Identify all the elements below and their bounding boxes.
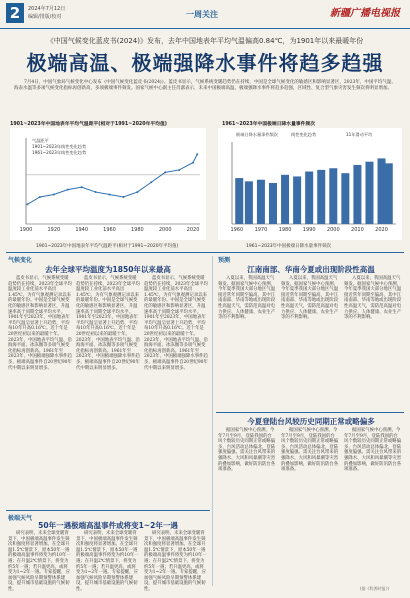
x-tick-label: 1980 xyxy=(130,227,144,233)
issue-date: 2024年7月12日 xyxy=(28,6,66,12)
divider xyxy=(6,252,404,253)
article2-col3: 入夏以来，我国高温天气频发。据国家气候中心预测，今年夏季我国大部分地区气温接近常年同期至偏高，其中江南南部、华南等地或出现阶段性高温天气，需防范高温对电力供应、人体健康、农业生产等的不利影响。 xyxy=(344,276,402,321)
article2-col2: 入夏以来，我国高温天气频发。据国家气候中心预测，今年夏季我国大部分地区气温接近常年同期至偏高，其中江南南部、华南等地或出现阶段性高温天气，需防范高温对电力供应、人体健康、农业生产等的不利影响。 xyxy=(281,276,339,321)
temperature-point xyxy=(81,186,83,188)
divider xyxy=(216,412,404,413)
article3-tag: 极端天气 xyxy=(8,515,33,522)
article2-col1: 入夏以来，我国高温天气频发。据国家气候中心预测，今年夏季我国大部分地区气温接近常年同期至偏高，其中江南南部、华南等地或出现阶段性高温天气，需防范高温对电力供应、人体健康、农业生产等的不利影响。 xyxy=(218,276,276,321)
temperature-point xyxy=(122,196,124,198)
article1-tag: 气候变化 xyxy=(8,257,33,264)
x-tick-label: 2020 xyxy=(375,227,388,233)
rainfall-chart-svg xyxy=(218,128,402,240)
article1-col3: 蓝皮书显示，气候系统变暖趋势仍在持续，2023年全球平均温度较工业化前水平高出1.45℃，为有气象观测记录以来的最暖年份。中国是全球气候变化的敏感区和影响显著区，升温速率高于同期全球平均水平。1901年至2023年，中国地表年平均气温呈显著上升趋势，平均每10年升高0.16℃。近十年是20世纪初以来的最暖十年。2023年，中国地表平均气温、沿海海平面、冰冻圈等多项气候变化指标再创新高。1961年至2023年，中国极端强降水事件趋多，极端高温事件自20世纪90年代中期以来明显增多。 xyxy=(144,276,208,371)
legend-entry: 气温距平 xyxy=(32,138,49,143)
section-name: 一周关注 xyxy=(186,10,218,19)
x-tick-label: 1980 xyxy=(278,227,292,233)
x-tick-label: 2010 xyxy=(351,227,364,233)
page-number: 2 xyxy=(6,3,24,23)
article4-title: 今夏登陆台风较历史同期正常或略偏多 xyxy=(247,417,375,426)
temperature-chart-svg xyxy=(10,128,206,240)
temperature-point xyxy=(26,203,28,205)
x-tick-label: 2000 xyxy=(158,227,172,233)
x-tick-label: 2020 xyxy=(186,227,200,233)
article2-title: 江南南部、华南今夏或出现阶段性高温 xyxy=(247,265,375,274)
left-chart-caption: 1901~2023年中国地表年平均气温距平(相对于1991~2020年平均值) xyxy=(36,244,179,249)
x-tick-label: 1940 xyxy=(75,227,89,233)
article3-col3: 研究表明，未来全球变暖背景下，中国极端高温事件发生频次和强度将显著增加。在全球升温1.5℃情景下，原本50年一遇的极端高温事件将变为约10年一遇；在升温2℃情景下，将变为约5年一遇；若升温更高，或将变为1~2年一遇。专家提醒，应加强气候风险早期预警体系建设，提升城市基础设施的气候韧性。 xyxy=(144,531,207,592)
divider xyxy=(6,510,210,511)
article4-col3: 据国家气候中心预测，今年7月至9月，登陆我国的台风个数较历史同期正常或略偏多，台风活动总体偏北，登陆强度偏强。需关注台风带来的强降水、大风和风暴潮等灾害的叠加影响，做好防汛防台各项准备。 xyxy=(344,428,402,473)
temperature-series-line xyxy=(27,154,197,204)
temperature-point xyxy=(136,191,138,193)
legend-entry: 线性变化趋势 xyxy=(291,132,317,137)
temperature-point xyxy=(109,194,111,196)
rainfall-bar xyxy=(341,173,349,224)
right-chart-caption: 1961~2023年中国极端日降水量事件频次 xyxy=(246,244,332,249)
article1-title: 去年全球平均温度为1850年以来最高 xyxy=(45,265,171,274)
article1-col2: 蓝皮书显示，气候系统变暖趋势仍在持续，2023年全球平均温度较工业化前水平高出1.45℃，为有气象观测记录以来的最暖年份。中国是全球气候变化的敏感区和影响显著区，升温速率高于同期全球平均水平。1901年至2023年，中国地表年平均气温呈显著上升趋势，平均每10年升高0.16℃。近十年是20世纪初以来的最暖十年。2023年，中国地表平均气温、沿海海平面、冰冻圈等多项气候变化指标再创新高。1961年至2023年，中国极端强降水事件趋多，极端高温事件自20世纪90年代中期以来明显增多。 xyxy=(76,276,140,371)
rainfall-bar xyxy=(281,175,289,224)
temperature-point xyxy=(95,191,97,193)
x-tick-label: 1900 xyxy=(19,227,33,233)
x-tick-label: 1920 xyxy=(47,227,61,233)
temperature-point xyxy=(150,181,152,183)
article2-tag: 预测 xyxy=(218,257,231,264)
temperature-point xyxy=(178,169,180,171)
x-tick-label: 1960 xyxy=(230,227,244,233)
rainfall-bar xyxy=(378,158,386,224)
left-chart-title: 1901~2023年中国地表年平均气温距平(相对于1991~2020年平均值) xyxy=(10,122,167,127)
rainfall-bar xyxy=(235,178,243,224)
newspaper-logo: 新疆广播电视报 xyxy=(330,8,400,19)
rainfall-bar xyxy=(305,172,313,224)
article3-col2: 研究表明，未来全球变暖背景下，中国极端高温事件发生频次和强度将显著增加。在全球升温1.5℃情景下，原本50年一遇的极端高温事件将变为约10年一遇；在升温2℃情景下，将变为约5年一遇；若升温更高，或将变为1~2年一遇。专家提醒，应加强气候风险早期预警体系建设，提升城市基础设施的气候韧性。 xyxy=(76,531,139,592)
x-tick-label: 1960 xyxy=(103,227,116,233)
temperature-point xyxy=(39,196,41,198)
temperature-point xyxy=(67,189,69,191)
rainfall-bar xyxy=(257,180,265,224)
temperature-chart xyxy=(10,128,206,240)
article3-title: 50年一遇极端高温事件或将变1~2年一遇 xyxy=(38,521,178,530)
article4-col1: 据国家气候中心预测，今年7月至9月，登陆我国的台风个数较历史同期正常或略偏多，台风活动总体偏北，登陆强度偏强。需关注台风带来的强降水、大风和风暴潮等灾害的叠加影响，做好防汛防台各项准备。 xyxy=(218,428,276,473)
legend-entry: 11年滑动平均 xyxy=(346,132,373,137)
lede-paragraph: 7月4日，中国气象局气候变化中心发布《中国气候变化蓝皮书(2024)》。蓝皮书显示，气候系统变暖趋势仍在持续，中国是全球气候变化的敏感区和影响显著区，2023年，中国平均气温、海表水温等多项气候变化指标再创新高，多项极端事件频发。国家气候中心副主任肖潺表示，未来中国极端高温、极端强降水事件将趋多趋强，区域性、复合型气象灾害发生频次将明显增加。 xyxy=(14,80,396,91)
rainfall-bar xyxy=(317,170,325,224)
headline-kicker: 《中国气候变化蓝皮书(2024)》发布，去年中国地表年平均气温偏高0.84℃，为1901年以来最暖年份 xyxy=(46,37,364,45)
legend-entry: 1961~2023年线性变化趋势 xyxy=(32,150,87,155)
legend-entry: 极端日降水量事件频次 xyxy=(236,132,278,137)
rainfall-bar xyxy=(293,176,301,224)
temperature-point xyxy=(196,153,198,155)
temperature-point xyxy=(53,194,55,196)
rainfall-bar xyxy=(245,181,253,224)
legend-entry: 1901~2023年线性变化趋势 xyxy=(32,144,87,149)
rainfall-bar xyxy=(385,163,393,224)
x-tick-label: 1990 xyxy=(302,227,316,233)
article1-col1: 蓝皮书显示，气候系统变暖趋势仍在持续，2023年全球平均温度较工业化前水平高出1.45℃，为有气象观测记录以来的最暖年份。中国是全球气候变化的敏感区和影响显著区，升温速率高于同期全球平均水平。1901年至2023年，中国地表年平均气温呈显著上升趋势，平均每10年升高0.16℃。近十年是20世纪初以来的最暖十年。2023年，中国地表平均气温、沿海海平面、冰冻圈等多项气候变化指标再创新高。1961年至2023年，中国极端强降水事件趋多，极端高温事件自20世纪90年代中期以来明显增多。 xyxy=(8,276,72,371)
rainfall-chart xyxy=(218,128,402,240)
article4-col2: 据国家气候中心预测，今年7月至9月，登陆我国的台风个数较历史同期正常或略偏多，台风活动总体偏北，登陆强度偏强。需关注台风带来的强降水、大风和风暴潮等灾害的叠加影响，做好防汛防台各项准备。 xyxy=(281,428,339,473)
temperature-point xyxy=(192,162,194,164)
page-header xyxy=(0,0,410,29)
main-headline: 极端高温、极端强降水事件将趋多趋强 xyxy=(26,51,384,75)
rainfall-bar xyxy=(365,162,373,224)
rainfall-bar xyxy=(353,165,361,224)
rainfall-bar xyxy=(329,168,337,224)
article3-col1: 研究表明，未来全球变暖背景下，中国极端高温事件发生频次和强度将显著增加。在全球升温1.5℃情景下，原本50年一遇的极端高温事件将变为约10年一遇；在升温2℃情景下，将变为约5年一遇；若升温更高，或将变为1~2年一遇。专家提醒，应加强气候风险早期预警体系建设，提升城市基础设施的气候韧性。 xyxy=(8,531,71,592)
x-tick-label: 1970 xyxy=(254,227,268,233)
x-tick-label: 2000 xyxy=(326,227,340,233)
right-chart-title: 1961~2023年中国极端日降水量事件频次 xyxy=(222,122,316,127)
rainfall-bar xyxy=(269,183,277,224)
edition-info: 编辑/排版/校对 xyxy=(28,14,62,20)
temperature-point xyxy=(164,171,166,173)
column-divider xyxy=(212,256,213,586)
article-source: (据《科普时报》) xyxy=(360,586,390,591)
